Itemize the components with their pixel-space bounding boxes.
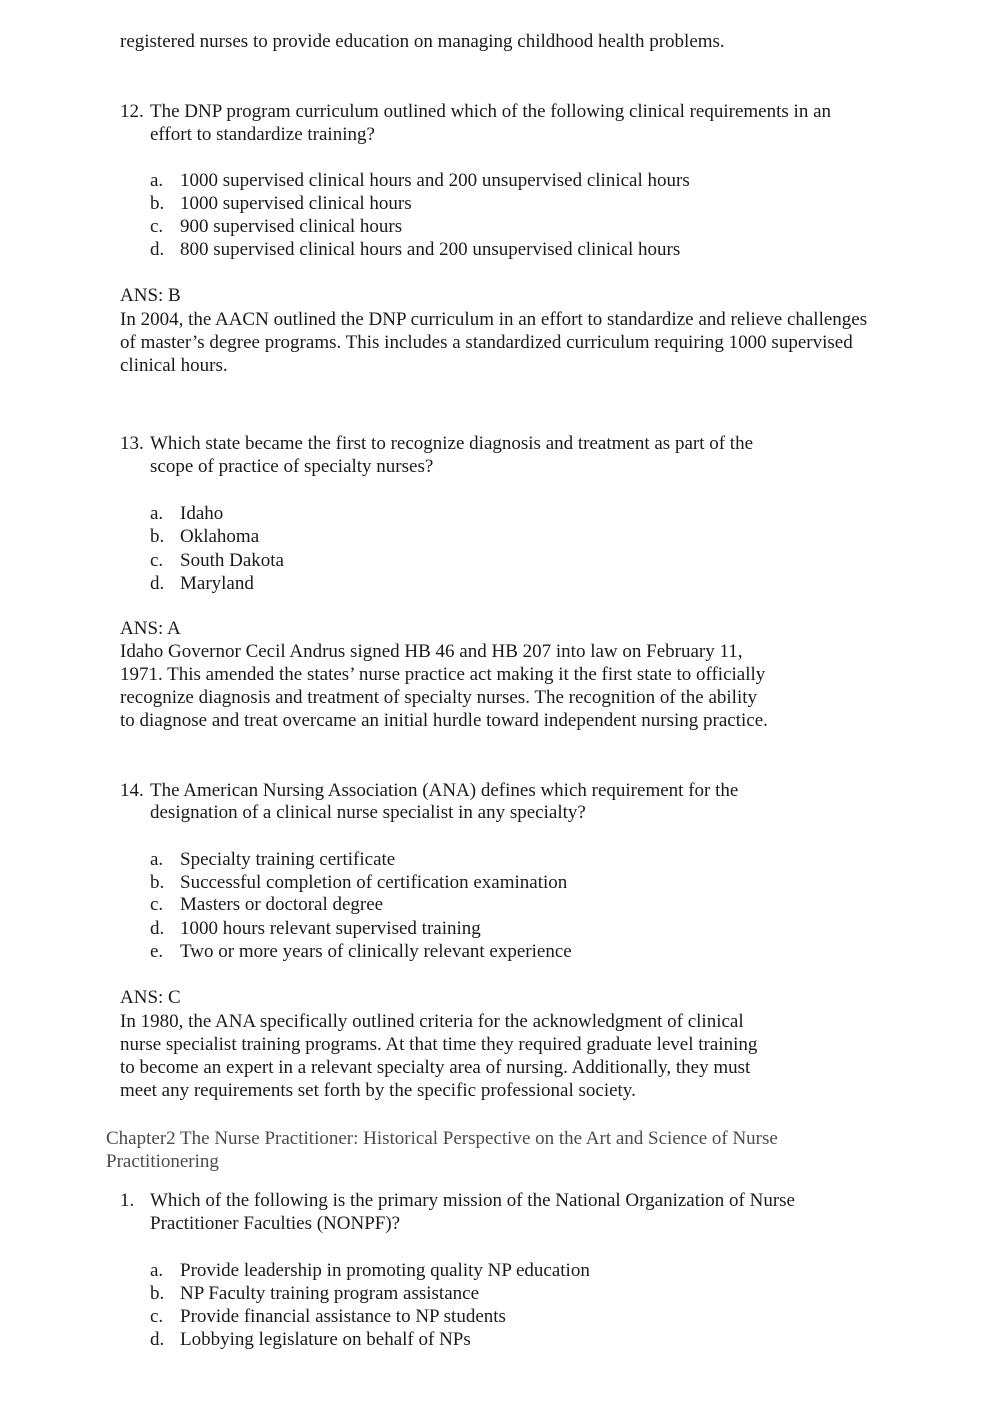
option-letter: d. (150, 239, 165, 260)
question-number: 1. (120, 1190, 135, 1211)
option-text: South Dakota (180, 550, 284, 571)
rationale-line: recognize diagnosis and treatment of specialty nurses. The recognition of the ability (120, 687, 758, 708)
question-stem-line: scope of practice of specialty nurses? (150, 456, 434, 477)
question-number: 13. (120, 433, 144, 454)
rationale-line: to diagnose and treat overcame an initial hurdle toward independent nursing practice. (120, 710, 768, 731)
question-stem-line: Which state became the first to recognize diagnosis and treatment as part of the (150, 433, 754, 454)
option-letter: b. (150, 1283, 165, 1304)
option-letter: c. (150, 550, 164, 571)
option-text: Lobbying legislature on behalf of NPs (180, 1329, 471, 1350)
option-text: 900 supervised clinical hours (180, 216, 403, 237)
answer-key: ANS: A (120, 618, 181, 639)
rationale-line: of master’s degree programs. This includes a standardized curriculum requiring 1000 supervised (120, 332, 853, 353)
rationale-line: In 2004, the AACN outlined the DNP curriculum in an effort to standardize and relieve challenges (120, 309, 868, 330)
question-number: 14. (120, 780, 144, 801)
intro-line: registered nurses to provide education on managing childhood health problems. (120, 31, 725, 52)
option-text: Idaho (180, 503, 224, 524)
option-letter: a. (150, 503, 164, 524)
question-stem-line: Practitioner Faculties (NONPF)? (150, 1213, 401, 1234)
option-letter: c. (150, 216, 164, 237)
chapter-heading-line: Practitionering (106, 1151, 219, 1172)
option-text: 1000 hours relevant supervised training (180, 918, 481, 939)
option-letter: a. (150, 1260, 164, 1281)
question-stem-line: Which of the following is the primary mission of the National Organization of Nurse (150, 1190, 795, 1211)
option-letter: a. (150, 170, 164, 191)
option-text: 800 supervised clinical hours and 200 unsupervised clinical hours (180, 239, 681, 260)
rationale-line: meet any requirements set forth by the specific professional society. (120, 1080, 636, 1101)
option-text: Two or more years of clinically relevant experience (180, 941, 572, 962)
question-stem-line: The American Nursing Association (ANA) defines which requirement for the (150, 780, 739, 801)
option-text: Oklahoma (180, 526, 260, 547)
option-letter: a. (150, 849, 164, 870)
option-text: Maryland (180, 573, 254, 594)
option-letter: c. (150, 1306, 164, 1327)
option-text: 1000 supervised clinical hours (180, 193, 412, 214)
rationale-line: to become an expert in a relevant specialty area of nursing. Additionally, they must (120, 1057, 751, 1078)
question-number: 12. (120, 101, 144, 122)
option-letter: c. (150, 894, 164, 915)
answer-key: ANS: B (120, 285, 181, 306)
option-letter: e. (150, 941, 164, 962)
option-letter: d. (150, 918, 165, 939)
rationale-line: 1971. This amended the states’ nurse practice act making it the first state to officially (120, 664, 766, 685)
rationale-line: Idaho Governor Cecil Andrus signed HB 46 and HB 207 into law on February 11, (120, 641, 743, 662)
option-text: Specialty training certificate (180, 849, 396, 870)
rationale-line: clinical hours. (120, 355, 228, 376)
rationale-line: In 1980, the ANA specifically outlined criteria for the acknowledgment of clinical (120, 1011, 744, 1032)
option-letter: b. (150, 872, 165, 893)
question-stem-line: The DNP program curriculum outlined which of the following clinical requirements in an (150, 101, 832, 122)
rationale-line: nurse specialist training programs. At that time they required graduate level training (120, 1034, 758, 1055)
option-text: Provide leadership in promoting quality NP education (180, 1260, 590, 1281)
answer-key: ANS: C (120, 987, 181, 1008)
chapter-heading-line: Chapter2 The Nurse Practitioner: Historical Perspective on the Art and Science of Nurse (106, 1128, 778, 1149)
option-text: 1000 supervised clinical hours and 200 unsupervised clinical hours (180, 170, 690, 191)
option-text: NP Faculty training program assistance (180, 1283, 480, 1304)
option-text: Provide financial assistance to NP students (180, 1306, 506, 1327)
question-stem-line: designation of a clinical nurse specialist in any specialty? (150, 802, 586, 823)
question-stem-line: effort to standardize training? (150, 124, 375, 145)
option-letter: b. (150, 193, 165, 214)
option-letter: b. (150, 526, 165, 547)
option-letter: d. (150, 1329, 165, 1350)
option-text: Successful completion of certification examination (180, 872, 568, 893)
option-text: Masters or doctoral degree (180, 894, 384, 915)
option-letter: d. (150, 573, 165, 594)
